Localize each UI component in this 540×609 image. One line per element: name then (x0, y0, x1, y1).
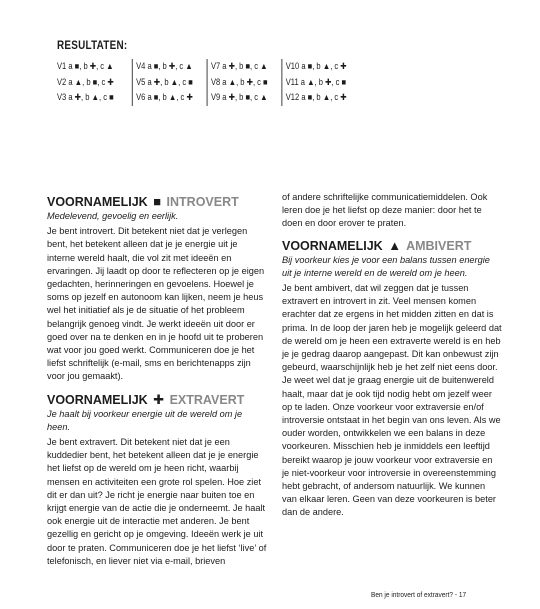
introvert-heading-type: INTROVERT (166, 195, 239, 209)
introvert-heading-prefix: VOORNAMELIJK (47, 195, 148, 209)
extravert-body: Je bent extravert. Dit betekent niet dat je een kuddedier bent, het betekent alleen dat je je energie het liefst op de wereld om je heen richt, waarbij mensen en activiteiten een grote rol spelen. Hoe ziet dit er dan uit? Je richt je energie naar buiten toe en krijgt energie van de actie die je onderneemt. Je haalt ook energie uit de interactie met anderen. Je bent gezellig en gericht op je omgeving. Ideeën werk je uit door te praten. Communiceren doe je het liefst ‘live’ of telefonisch, en liever niet via e-mail, brieven (47, 437, 267, 566)
extravert-body-continued: of andere schriftelijke communicatiemiddelen. Ook leren doe je het liefst op deze manier: door het te doen en door erover te praten. (282, 192, 488, 229)
results-row (57, 75, 356, 91)
result-cell-v4: V4 a ■, b ✚, c ▲ (132, 59, 207, 75)
ambivert-heading-prefix: VOORNAMELIJK (282, 238, 383, 253)
extravert-subtitle: Je haalt bij voorkeur energie uit de wereld om je heen. (47, 408, 243, 432)
result-cell-v2: V2 a ▲, b ■, c ✚ (57, 76, 114, 87)
results-row (57, 59, 356, 75)
left-column (47, 195, 267, 568)
extravert-heading-prefix: VOORNAMELIJK (47, 392, 148, 407)
result-cell-v6: V6 a ■, b ▲, c ✚ (132, 90, 207, 106)
triangle-icon: ▲ (388, 237, 402, 253)
introvert-subtitle: Medelevend, gevoelig en eerlijk. (47, 211, 179, 221)
results-title: RESULTATEN: (57, 40, 128, 52)
result-cell-v8: V8 a ▲, b ✚, c ■ (207, 75, 282, 91)
ambivert-heading-type: AMBIVERT (406, 238, 472, 253)
result-cell-v9: V9 a ✚, b ■, c ▲ (207, 90, 282, 106)
results-grid (57, 59, 356, 106)
extravert-heading-type: EXTRAVERT (169, 392, 245, 407)
plus-icon: ✚ (153, 391, 165, 407)
introvert-heading (47, 195, 267, 209)
introvert-body: Je bent introvert. Dit betekent niet dat je verlegen bent, het betekent alleen dat je je energie uit je interne wereld haalt, die vol zit met ideeën en ervaringen. Jij laadt op door te reflecteren op je eigen gedachten, herinneringen en gevoelens. Hoewel je soms op jezelf en autonoom kan lijken, neem je heus wel het initiatief als je de situatie of het probleem belangrijk genoeg vindt. Je werkt ideeën uit door er goed over na te denken en in je hoofd uit te proberen wat voor jou goed werkt. Communiceren doe je het liefst schriftelijk (e-mail, sms en berichtenapps zijn voor jou gemaakt). (47, 226, 265, 382)
ambivert-body: Je bent ambivert, dat wil zeggen dat je tussen extravert en introvert in zit. Veel mensen komen erachter dat ze ergens in het midden zitten en dat is prima. In de loop der jaren heb je mogelijk geleerd dat de wereld om je heen een extraverte wereld is en heb je je gedrag daarop aangepast. Dit kan onbewust zijn gebeurd, waarschijnlijk heb je het zelf niet eens door. Je weet wel dat je graag energie uit de buitenwereld haalt, maar dat je ook tijd nodig hebt om jezelf weer op te laden. Onze voorkeur voor extraversie en/of introversie ontstaat in het begin van ons leven. Als we ouder worden, ontwikkelen we een balans in deze voorkeuren. Misschien heb je inmiddels een leeftijd bereikt waarop je jouw voorkeur voor extraversie en je niet-voorkeur voor introversie in overeenstemming hebt gebracht, of andersom natuurlijk. We kunnen van elkaar leren. Geen van deze voorkeuren is beter dan de andere. (282, 283, 502, 518)
results-row (57, 90, 356, 106)
result-cell-v1: V1 a ■, b ✚, c ▲ (57, 61, 114, 71)
ambivert-heading (282, 239, 502, 253)
result-cell-v5: V5 a ✚, b ▲, c ■ (132, 75, 207, 91)
ambivert-subtitle: Bij voorkeur kies je voor een balans tussen energie uit je interne wereld en de wereld om je heen. (282, 254, 490, 278)
page-footer: Ben je introvert of extravert? - 17 (371, 590, 467, 599)
result-cell-v3: V3 a ✚, b ▲, c ■ (57, 92, 114, 103)
result-cell-v11: V11 a ▲, b ✚, c ■ (281, 75, 356, 91)
square-icon: ■ (153, 194, 162, 209)
result-cell-v12: V12 a ■, b ▲, c ✚ (281, 90, 356, 106)
extravert-heading (47, 393, 267, 407)
result-cell-v7: V7 a ✚, b ■, c ▲ (207, 59, 282, 75)
right-column (282, 191, 502, 520)
result-cell-v10: V10 a ■, b ▲, c ✚ (281, 59, 356, 75)
